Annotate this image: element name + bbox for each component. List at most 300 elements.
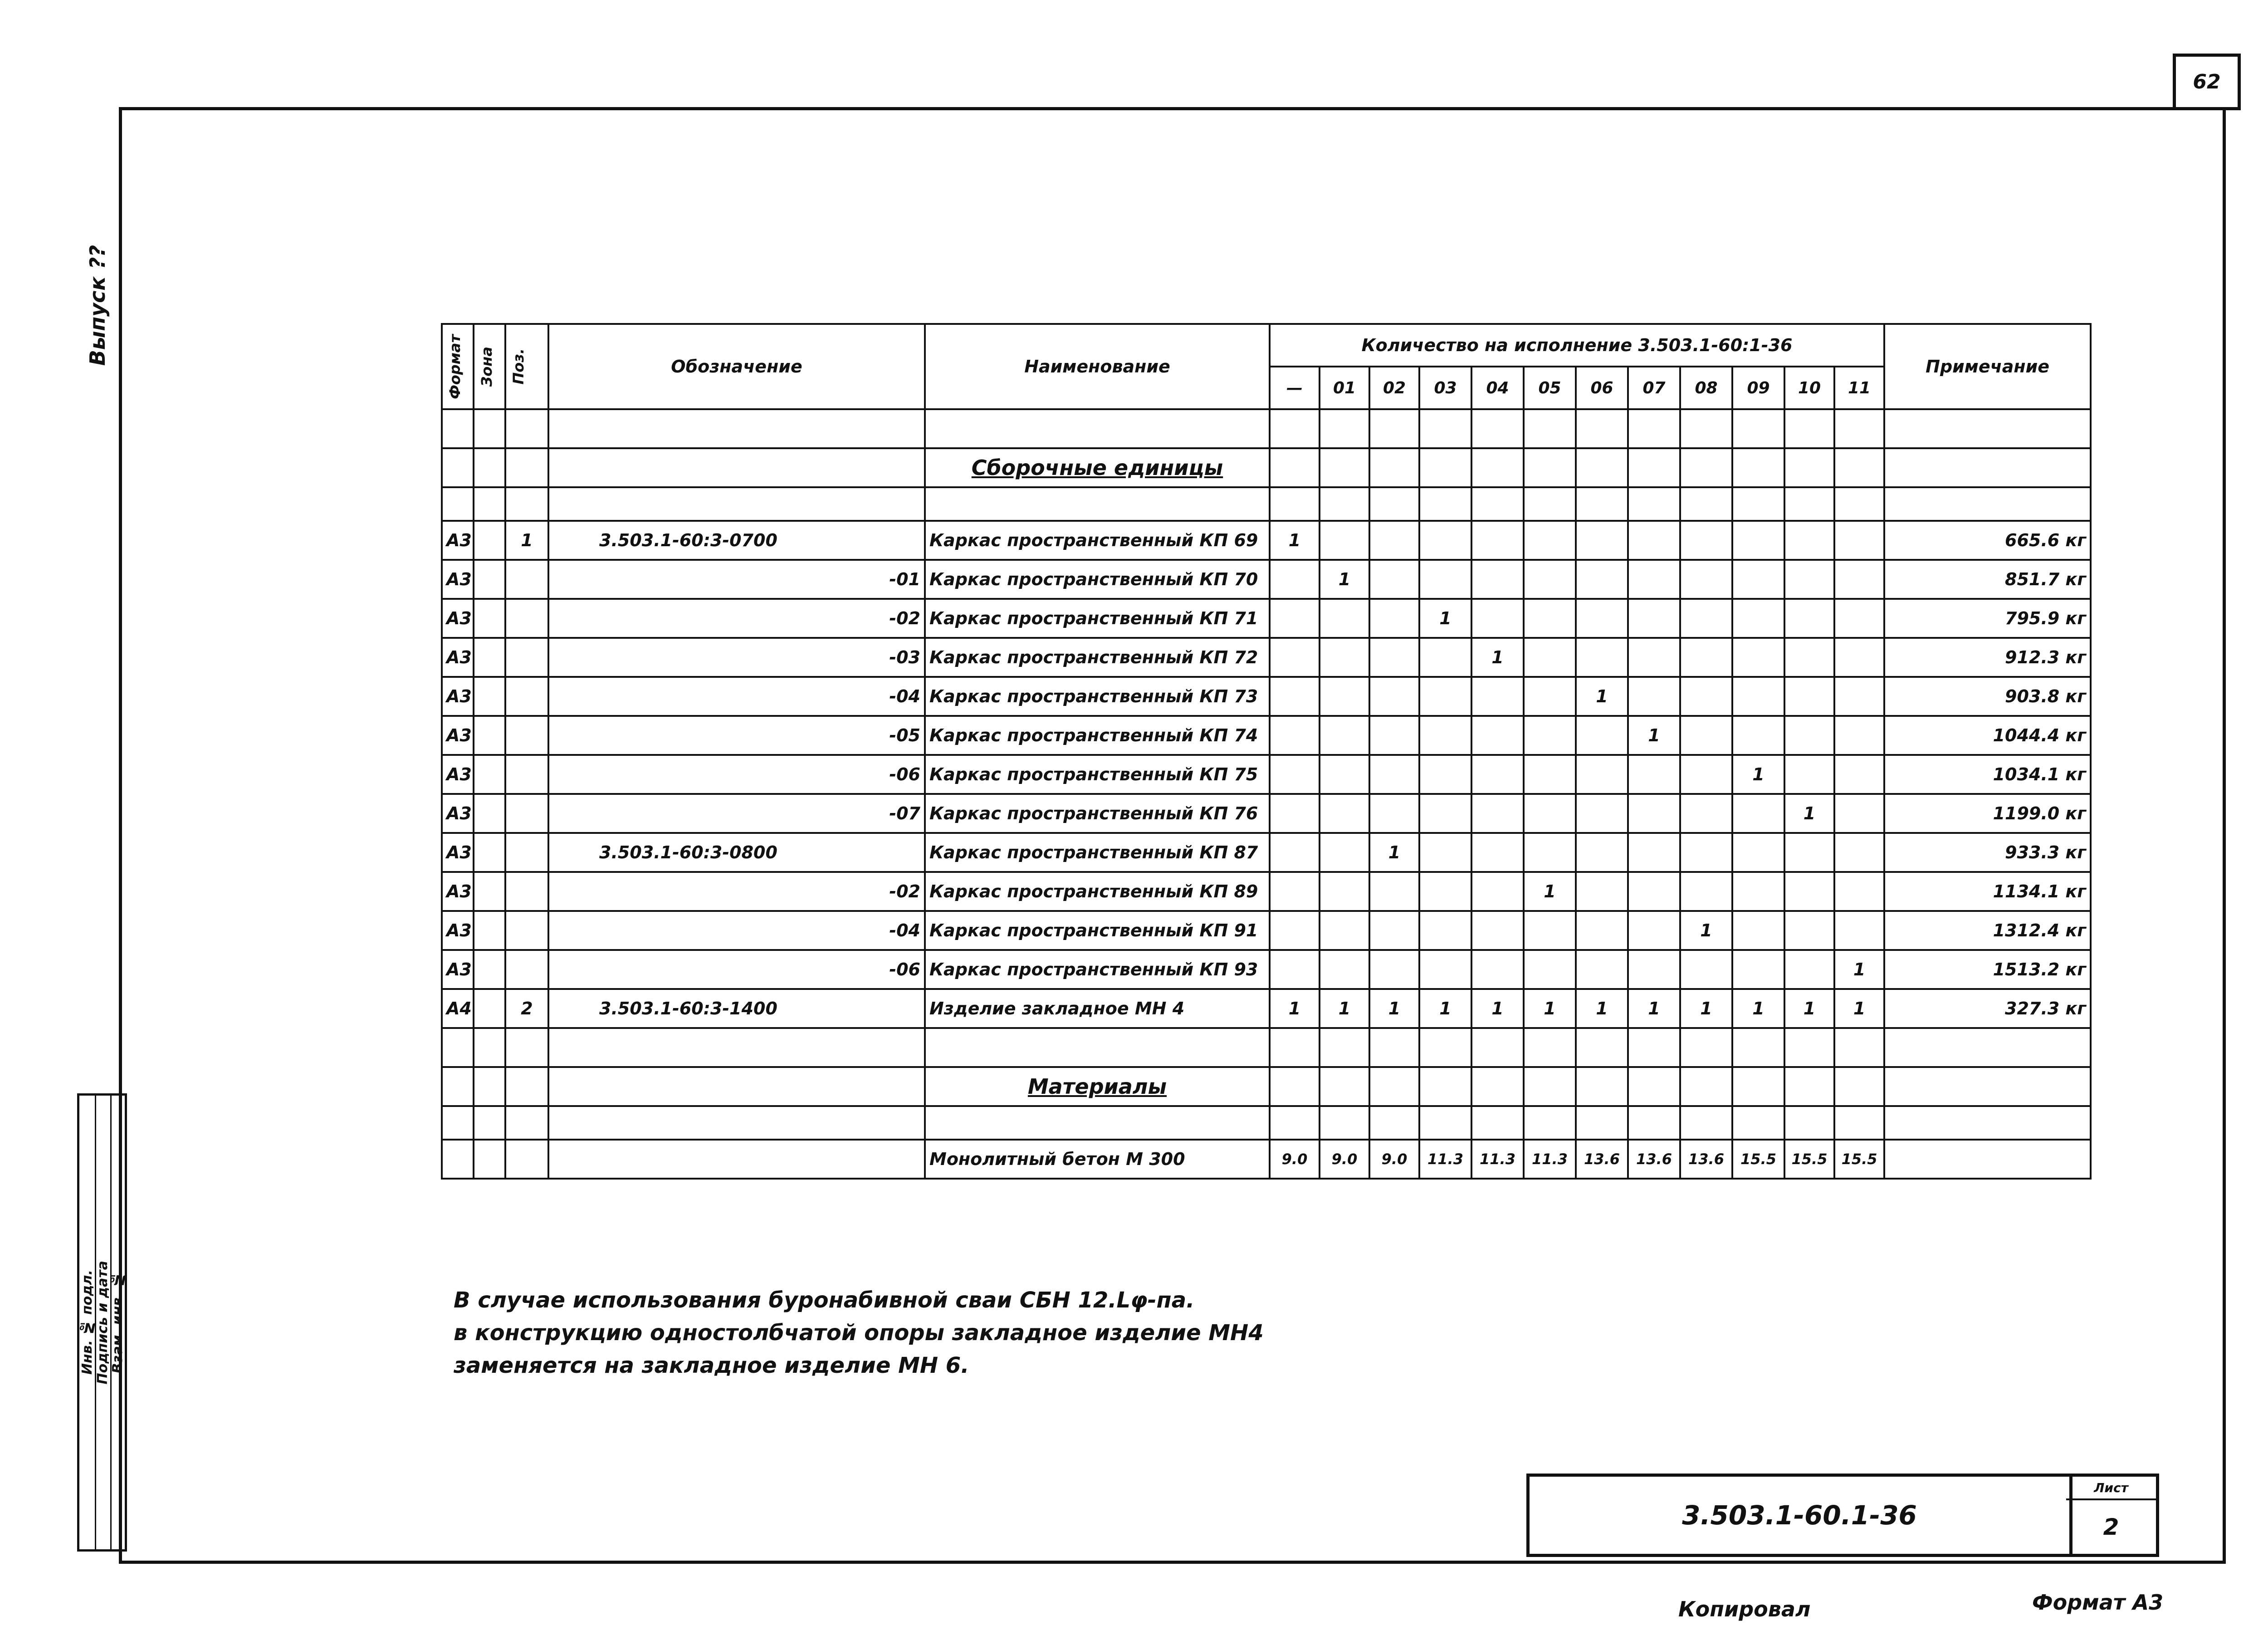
table-cell [1524, 487, 1576, 521]
cell-qty: 1 [1419, 989, 1471, 1028]
cell-qty [1320, 599, 1369, 638]
note-line: В случае использования буронабивной сваи СБН 12.Lφ-па. [454, 1288, 1195, 1313]
table-cell [925, 409, 1270, 448]
cell-qty [1524, 599, 1576, 638]
cell-qty [1576, 560, 1628, 599]
cell-qty [1784, 950, 1834, 989]
cell-zone [474, 560, 505, 599]
cell-qty: 1 [1576, 677, 1628, 716]
note-line: в конструкцию одностолбчатой опоры закладное изделие МН4 [454, 1320, 1264, 1346]
cell-name: Каркас пространственный КП 71 [925, 599, 1270, 638]
cell-qty: 9.0 [1369, 1140, 1419, 1179]
col-zone: Зона [474, 324, 505, 409]
cell-qty: 1 [1369, 833, 1419, 872]
cell-qty [1680, 872, 1732, 911]
table-cell [1732, 1028, 1784, 1067]
table-cell [1369, 1028, 1419, 1067]
table-row [442, 755, 2091, 794]
stamp-col-sign: Подпись и дата [95, 1096, 112, 1549]
cell-pos [505, 638, 548, 677]
table-cell [1784, 1106, 1834, 1140]
cell-qty: 1 [1834, 950, 1884, 989]
cell-qty: 13.6 [1576, 1140, 1628, 1179]
cell-note: 1134.1 кг [1884, 872, 2091, 911]
cell-qty [1732, 638, 1784, 677]
table-cell [474, 1028, 505, 1067]
cell-qty [1524, 950, 1576, 989]
cell-qty [1320, 521, 1369, 560]
frame-right [2223, 107, 2226, 1563]
cell-qty: 15.5 [1784, 1140, 1834, 1179]
cell-qty: 1 [1270, 521, 1320, 560]
table-cell [1884, 1028, 2091, 1067]
cell-qty [1680, 599, 1732, 638]
cell-zone [474, 716, 505, 755]
cell-designation: -06 [548, 755, 925, 794]
table-cell [1576, 1067, 1628, 1106]
cell-qty [1419, 716, 1471, 755]
table-cell [1884, 409, 2091, 448]
cell-qty [1419, 560, 1471, 599]
cell-qty [1732, 950, 1784, 989]
cell-qty [1680, 716, 1732, 755]
cell-format: А3 [442, 794, 474, 833]
cell-qty [1732, 833, 1784, 872]
cell-zone [474, 755, 505, 794]
cell-pos [505, 716, 548, 755]
cell-qty: 15.5 [1834, 1140, 1884, 1179]
cell-qty: 1 [1834, 989, 1884, 1028]
table-cell [442, 1140, 474, 1179]
table-cell [1369, 409, 1419, 448]
cell-qty: 1 [1524, 872, 1576, 911]
cell-qty [1320, 638, 1369, 677]
table-cell [1471, 1067, 1524, 1106]
table-cell [474, 1140, 505, 1179]
spec-body [442, 409, 2091, 1179]
table-cell [1732, 1106, 1784, 1140]
table-cell [1884, 448, 2091, 487]
cell-name: Изделие закладное МН 4 [925, 989, 1270, 1028]
cell-format: А4 [442, 989, 474, 1028]
cell-note: 1199.0 кг [1884, 794, 2091, 833]
table-cell [1834, 1067, 1884, 1106]
cell-qty [1576, 638, 1628, 677]
cell-qty [1471, 911, 1524, 950]
cell-designation: 3.503.1-60:3-0800 [548, 833, 925, 872]
table-cell [1524, 409, 1576, 448]
cell-pos: 1 [505, 521, 548, 560]
cell-qty [1524, 677, 1576, 716]
cell-name: Каркас пространственный КП 87 [925, 833, 1270, 872]
table-cell [505, 1067, 548, 1106]
cell-format: А3 [442, 638, 474, 677]
cell-qty [1524, 911, 1576, 950]
frame-bottom [119, 1561, 2226, 1564]
qty-col-header: 09 [1732, 367, 1784, 409]
table-row [442, 409, 2091, 448]
cell-zone [474, 911, 505, 950]
col-format: Формат [442, 324, 474, 409]
notes [454, 1284, 1361, 1382]
table-cell [1834, 1106, 1884, 1140]
cell-format: А3 [442, 716, 474, 755]
cell-note: 851.7 кг [1884, 560, 2091, 599]
table-row [442, 872, 2091, 911]
cell-designation: 3.503.1-60:3-1400 [548, 989, 925, 1028]
cell-qty: 1 [1732, 989, 1784, 1028]
table-cell [505, 409, 548, 448]
table-cell [1320, 1028, 1369, 1067]
cell-pos [505, 677, 548, 716]
table-cell [925, 1028, 1270, 1067]
table-cell [925, 1106, 1270, 1140]
table-row [442, 599, 2091, 638]
col-name: Наименование [925, 324, 1270, 409]
cell-qty [1576, 872, 1628, 911]
cell-qty [1576, 716, 1628, 755]
table-cell [548, 448, 925, 487]
table-row [442, 989, 2091, 1028]
table-cell [1471, 1106, 1524, 1140]
cell-qty [1270, 911, 1320, 950]
cell-qty: 1 [1732, 755, 1784, 794]
specification-table [441, 323, 2092, 1180]
cell-format: А3 [442, 677, 474, 716]
table-cell [1270, 1067, 1320, 1106]
cell-qty: 11.3 [1524, 1140, 1576, 1179]
cell-qty [1732, 794, 1784, 833]
cell-qty [1471, 599, 1524, 638]
cell-note: 1044.4 кг [1884, 716, 2091, 755]
table-cell [1524, 1028, 1576, 1067]
table-cell [1834, 448, 1884, 487]
table-cell [442, 409, 474, 448]
table-cell [1369, 1106, 1419, 1140]
table-cell [1320, 1067, 1369, 1106]
cell-qty [1419, 677, 1471, 716]
table-cell [1471, 1028, 1524, 1067]
cell-qty: 1 [1320, 560, 1369, 599]
cell-qty: 1 [1369, 989, 1419, 1028]
col-note: Примечание [1884, 324, 2091, 409]
cell-qty [1576, 794, 1628, 833]
table-cell [1732, 1067, 1784, 1106]
table-cell [548, 1067, 925, 1106]
cell-name: Монолитный бетон М 300 [925, 1140, 1270, 1179]
sheet-number: 2 [2103, 1514, 2119, 1540]
cell-zone [474, 677, 505, 716]
cell-qty [1270, 755, 1320, 794]
table-cell [1524, 1067, 1576, 1106]
cell-qty [1471, 872, 1524, 911]
cell-qty [1320, 716, 1369, 755]
cell-name: Каркас пространственный КП 89 [925, 872, 1270, 911]
cell-qty: 13.6 [1680, 1140, 1732, 1179]
side-code: Выпуск ?? [85, 245, 110, 366]
cell-qty [1576, 833, 1628, 872]
cell-pos: 2 [505, 989, 548, 1028]
table-cell [1270, 1106, 1320, 1140]
table-cell [1419, 409, 1471, 448]
cell-qty: 15.5 [1732, 1140, 1784, 1179]
table-cell [1320, 1106, 1369, 1140]
cell-qty [1270, 599, 1320, 638]
table-cell [1471, 487, 1524, 521]
cell-designation: -02 [548, 872, 925, 911]
stamp-col-inv: Инв. № подл. [79, 1096, 96, 1549]
table-row [442, 638, 2091, 677]
cell-qty: 11.3 [1471, 1140, 1524, 1179]
table-cell [1576, 409, 1628, 448]
cell-qty [1732, 911, 1784, 950]
table-cell [1320, 409, 1369, 448]
table-cell [548, 1028, 925, 1067]
cell-note: 903.8 кг [1884, 677, 2091, 716]
cell-qty [1680, 638, 1732, 677]
table-row [442, 950, 2091, 989]
cell-qty [1270, 638, 1320, 677]
cell-pos [505, 599, 548, 638]
table-cell [1628, 487, 1680, 521]
cell-qty [1524, 833, 1576, 872]
section-title: Материалы [925, 1067, 1270, 1106]
qty-col-header: 01 [1320, 367, 1369, 409]
cell-qty [1419, 872, 1471, 911]
cell-qty [1270, 833, 1320, 872]
table-cell [1369, 487, 1419, 521]
cell-qty [1834, 521, 1884, 560]
cell-note [1884, 1140, 2091, 1179]
table-cell [505, 1140, 548, 1179]
cell-qty [1680, 794, 1732, 833]
cell-note: 795.9 кг [1884, 599, 2091, 638]
table-cell [1834, 487, 1884, 521]
sheet-label: Лист [2066, 1477, 2156, 1500]
cell-qty [1471, 755, 1524, 794]
cell-qty [1576, 911, 1628, 950]
cell-qty: 1 [1576, 989, 1628, 1028]
cell-pos [505, 911, 548, 950]
cell-qty: 1 [1419, 599, 1471, 638]
table-cell [505, 448, 548, 487]
qty-col-header: — [1270, 367, 1320, 409]
table-cell [442, 1106, 474, 1140]
cell-qty [1471, 521, 1524, 560]
cell-qty [1524, 560, 1576, 599]
table-cell [1680, 487, 1732, 521]
cell-qty [1369, 716, 1419, 755]
table-row [442, 911, 2091, 950]
cell-qty [1419, 911, 1471, 950]
table-row [442, 833, 2091, 872]
cell-qty [1628, 833, 1680, 872]
table-cell [442, 448, 474, 487]
cell-qty [1471, 794, 1524, 833]
qty-col-header: 11 [1834, 367, 1884, 409]
table-row [442, 487, 2091, 521]
cell-qty [1784, 755, 1834, 794]
table-row [442, 560, 2091, 599]
table-cell [1576, 448, 1628, 487]
table-cell [1784, 487, 1834, 521]
cell-qty [1784, 833, 1834, 872]
table-cell [1576, 487, 1628, 521]
cell-qty [1419, 794, 1471, 833]
table-cell [1270, 448, 1320, 487]
table-cell [1784, 1028, 1834, 1067]
cell-qty [1320, 911, 1369, 950]
cell-qty [1732, 599, 1784, 638]
cell-name: Каркас пространственный КП 93 [925, 950, 1270, 989]
table-cell [548, 1106, 925, 1140]
cell-note: 1034.1 кг [1884, 755, 2091, 794]
cell-qty [1784, 911, 1834, 950]
cell-qty [1576, 950, 1628, 989]
cell-qty [1834, 677, 1884, 716]
cell-qty: 1 [1628, 989, 1680, 1028]
cell-qty [1369, 599, 1419, 638]
cell-qty [1419, 950, 1471, 989]
cell-qty [1369, 677, 1419, 716]
page-number: 62 [2173, 54, 2241, 107]
cell-name: Каркас пространственный КП 73 [925, 677, 1270, 716]
table-cell [1524, 448, 1576, 487]
cell-note: 933.3 кг [1884, 833, 2091, 872]
table-cell [474, 487, 505, 521]
table-cell [1320, 448, 1369, 487]
cell-zone [474, 638, 505, 677]
cell-qty [1680, 755, 1732, 794]
cell-qty [1628, 911, 1680, 950]
cell-qty: 1 [1680, 911, 1732, 950]
cell-qty: 1 [1680, 989, 1732, 1028]
table-cell [1419, 1028, 1471, 1067]
cell-qty [1419, 833, 1471, 872]
cell-qty [1471, 950, 1524, 989]
cell-designation: -03 [548, 638, 925, 677]
cell-qty: 11.3 [1419, 1140, 1471, 1179]
section-title: Сборочные единицы [925, 448, 1270, 487]
footer-copied: Копировал [1678, 1597, 1811, 1621]
table-cell [474, 409, 505, 448]
cell-qty [1419, 638, 1471, 677]
cell-name: Каркас пространственный КП 75 [925, 755, 1270, 794]
section-materials [442, 1067, 2091, 1106]
cell-qty [1369, 911, 1419, 950]
table-cell [505, 1106, 548, 1140]
cell-qty [1471, 716, 1524, 755]
table-cell [442, 487, 474, 521]
cell-qty [1270, 872, 1320, 911]
cell-qty [1784, 521, 1834, 560]
cell-designation: 3.503.1-60:3-0700 [548, 521, 925, 560]
table-cell [1680, 1106, 1732, 1140]
cell-format: А3 [442, 560, 474, 599]
cell-zone [474, 599, 505, 638]
binding-stamp [77, 1093, 127, 1552]
cell-qty [1270, 560, 1320, 599]
table-cell [1419, 487, 1471, 521]
cell-qty [1680, 521, 1732, 560]
cell-qty [1680, 677, 1732, 716]
cell-qty [1680, 833, 1732, 872]
table-cell [442, 1067, 474, 1106]
cell-qty [1834, 716, 1884, 755]
cell-qty [1320, 794, 1369, 833]
cell-format: А3 [442, 755, 474, 794]
cell-qty [1471, 833, 1524, 872]
cell-designation: -06 [548, 950, 925, 989]
table-cell [474, 448, 505, 487]
cell-pos [505, 833, 548, 872]
frame-top [119, 107, 2241, 110]
cell-designation: -02 [548, 599, 925, 638]
qty-col-header: 05 [1524, 367, 1576, 409]
table-cell [1320, 487, 1369, 521]
qty-col-header: 07 [1628, 367, 1680, 409]
cell-qty [1524, 521, 1576, 560]
cell-qty [1369, 794, 1419, 833]
cell-qty [1784, 638, 1834, 677]
table-cell [1680, 448, 1732, 487]
cell-qty [1784, 872, 1834, 911]
cell-designation: -04 [548, 677, 925, 716]
cell-qty [1732, 677, 1784, 716]
cell-name: Каркас пространственный КП 76 [925, 794, 1270, 833]
cell-note: 1312.4 кг [1884, 911, 2091, 950]
cell-qty [1834, 833, 1884, 872]
cell-qty [1270, 677, 1320, 716]
table-cell [1628, 1028, 1680, 1067]
cell-qty [1834, 755, 1884, 794]
cell-qty [1628, 560, 1680, 599]
cell-note: 912.3 кг [1884, 638, 2091, 677]
table-row [442, 794, 2091, 833]
cell-qty: 1 [1320, 989, 1369, 1028]
cell-qty [1680, 950, 1732, 989]
cell-qty [1471, 677, 1524, 716]
cell-format: А3 [442, 521, 474, 560]
table-row [442, 1140, 2091, 1179]
qty-col-header: 06 [1576, 367, 1628, 409]
table-cell [1419, 448, 1471, 487]
cell-qty: 1 [1784, 989, 1834, 1028]
cell-qty [1732, 872, 1784, 911]
col-qty-group: Количество на исполнение 3.503.1-60:1-36 [1270, 324, 1884, 367]
cell-qty: 1 [1628, 716, 1680, 755]
document-designation: 3.503.1-60.1-36 [1530, 1477, 2072, 1554]
cell-qty [1834, 872, 1884, 911]
cell-format: А3 [442, 911, 474, 950]
cell-format: А3 [442, 872, 474, 911]
cell-zone [474, 989, 505, 1028]
table-cell [1732, 487, 1784, 521]
cell-qty [1784, 716, 1834, 755]
table-cell [1784, 409, 1834, 448]
cell-qty [1834, 794, 1884, 833]
stamp-col-replace: Взам. инв. № [109, 1271, 126, 1374]
table-cell [1680, 409, 1732, 448]
table-cell [505, 1028, 548, 1067]
cell-qty [1628, 521, 1680, 560]
table-cell [1784, 448, 1834, 487]
cell-qty [1628, 872, 1680, 911]
table-cell [1419, 1067, 1471, 1106]
cell-designation: -04 [548, 911, 925, 950]
col-pos: Поз. [505, 324, 548, 409]
table-cell [1628, 409, 1680, 448]
